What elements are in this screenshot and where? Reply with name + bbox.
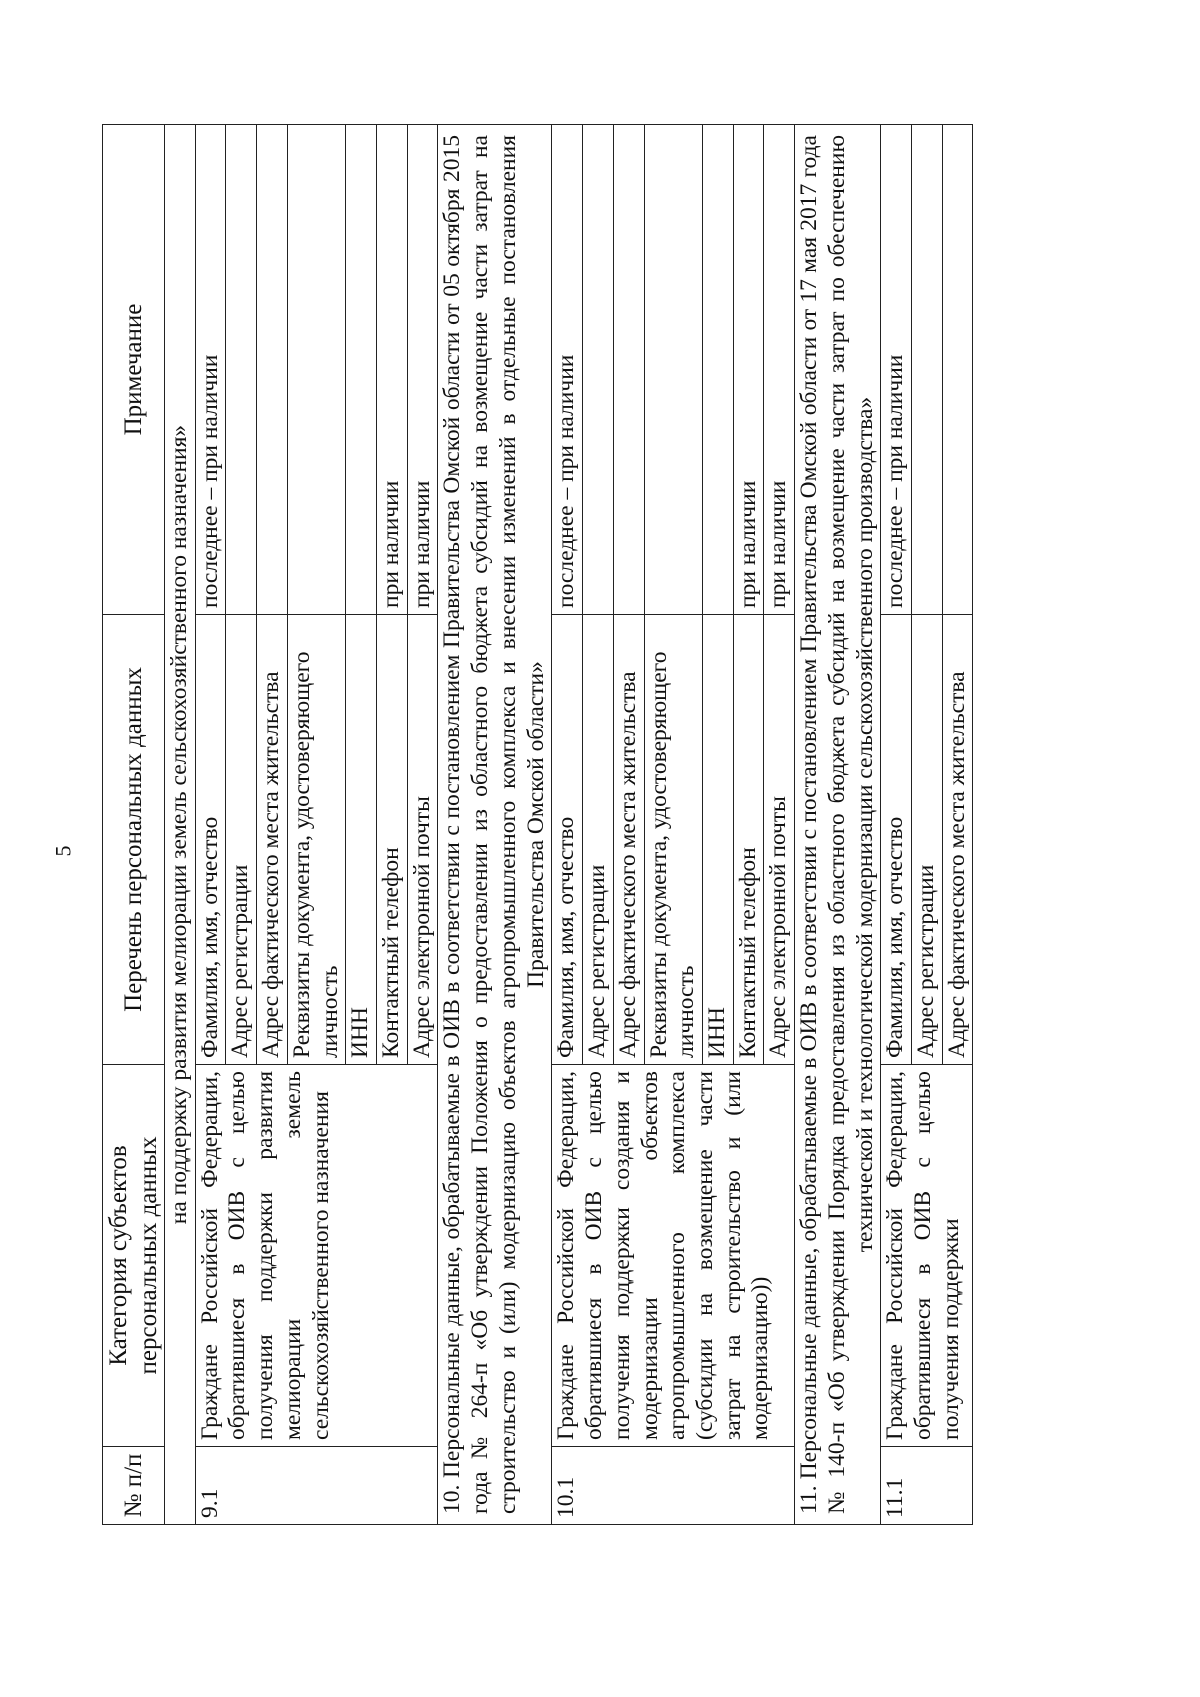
section-9-tail: на поддержку развития мелиорации земель сельскохозяйственного назначения» — [165, 125, 196, 1525]
data-item: Адрес электронной почты — [407, 615, 438, 1065]
data-item: ИНН — [702, 615, 733, 1065]
data-item: ИНН — [346, 615, 377, 1065]
data-item: Реквизиты документа, удостоверяющего личность — [644, 615, 702, 1065]
data-item: Фамилия, имя, отчество — [881, 615, 912, 1065]
data-note — [257, 125, 288, 615]
data-item: Фамилия, имя, отчество — [552, 615, 583, 1065]
data-note — [644, 125, 702, 615]
data-note: последнее – при наличии — [195, 125, 226, 615]
document-sheet — [102, 125, 1102, 1525]
data-note — [702, 125, 733, 615]
data-note — [346, 125, 377, 615]
row-number: 11.1 — [881, 1447, 973, 1525]
personal-data-table — [102, 124, 973, 1525]
section-9-tail-row — [165, 125, 196, 1525]
data-item: Контактный телефон — [733, 615, 764, 1065]
data-item: Контактный телефон — [377, 615, 408, 1065]
section-10-row — [438, 125, 552, 1525]
table-row — [552, 125, 583, 1525]
row-number: 10.1 — [552, 1447, 795, 1525]
page-number: 5 — [50, 845, 76, 857]
section-11-heading: 11. Персональные данные, обрабатываемые в ОИВ в соответствии с постановлением Правительства Омской области от 17 мая 2017 года № 140-п «Об утверждении Порядка предоставления из областного бюджета субсидий на возмещение части затрат по обеспечению технической и технологической модернизации сельскохозяйственного производства» — [795, 125, 881, 1525]
table-row — [195, 125, 226, 1525]
data-note: последнее – при наличии — [881, 125, 912, 615]
subject-category: Граждане Российской Федерации, обратившиеся в ОИВ с целью получения поддержки создания и модернизации объектов агропромышленного комплекса (субсидии на возмещение части затрат на строительство и (или модернизацию)) — [552, 1065, 795, 1447]
data-item: Адрес фактического места жительства — [942, 615, 973, 1065]
data-note — [942, 125, 973, 615]
row-number: 9.1 — [195, 1447, 438, 1525]
header-num: № п/п — [103, 1447, 165, 1525]
data-note: последнее – при наличии — [552, 125, 583, 615]
data-item: Реквизиты документа, удостоверяющего личность — [287, 615, 345, 1065]
data-item: Адрес фактического места жительства — [257, 615, 288, 1065]
header-list: Перечень персональных данных — [103, 615, 165, 1065]
subject-category: Граждане Российской Федерации, обратившиеся в ОИВ с целью получения поддержки — [881, 1065, 973, 1447]
data-note: при наличии — [407, 125, 438, 615]
data-note: при наличии — [377, 125, 408, 615]
data-item: Фамилия, имя, отчество — [195, 615, 226, 1065]
data-item: Адрес регистрации — [911, 615, 942, 1065]
data-note — [583, 125, 614, 615]
data-item: Адрес фактического места жительства — [613, 615, 644, 1065]
data-item: Адрес электронной почты — [764, 615, 795, 1065]
header-note: Примечание — [103, 125, 165, 615]
subject-category: Граждане Российской Федерации, обратившиеся в ОИВ с целью получения поддержки развития мелиорации земель сельскохозяйственного назначения — [195, 1065, 438, 1447]
data-note: при наличии — [733, 125, 764, 615]
data-item: Адрес регистрации — [226, 615, 257, 1065]
data-note: при наличии — [764, 125, 795, 615]
section-10-heading: 10. Персональные данные, обрабатываемые в ОИВ в соответствии с постановлением Правительства Омской области от 05 октября 2015 года № 264-п «Об утверждении Положения о предоставлении из областного бюджета субсидий на возмещение части затрат на строительство и (или) модернизацию объектов агропромышленного комплекса и внесении изменений в отдельные постановления Правительства Омской области» — [438, 125, 552, 1525]
section-11-row — [795, 125, 881, 1525]
table-header-row — [103, 125, 165, 1525]
data-item: Адрес регистрации — [583, 615, 614, 1065]
data-note — [613, 125, 644, 615]
data-note — [287, 125, 345, 615]
table-row — [881, 125, 912, 1525]
data-note — [226, 125, 257, 615]
header-category: Категория субъектов персональных данных — [103, 1065, 165, 1447]
data-note — [911, 125, 942, 615]
